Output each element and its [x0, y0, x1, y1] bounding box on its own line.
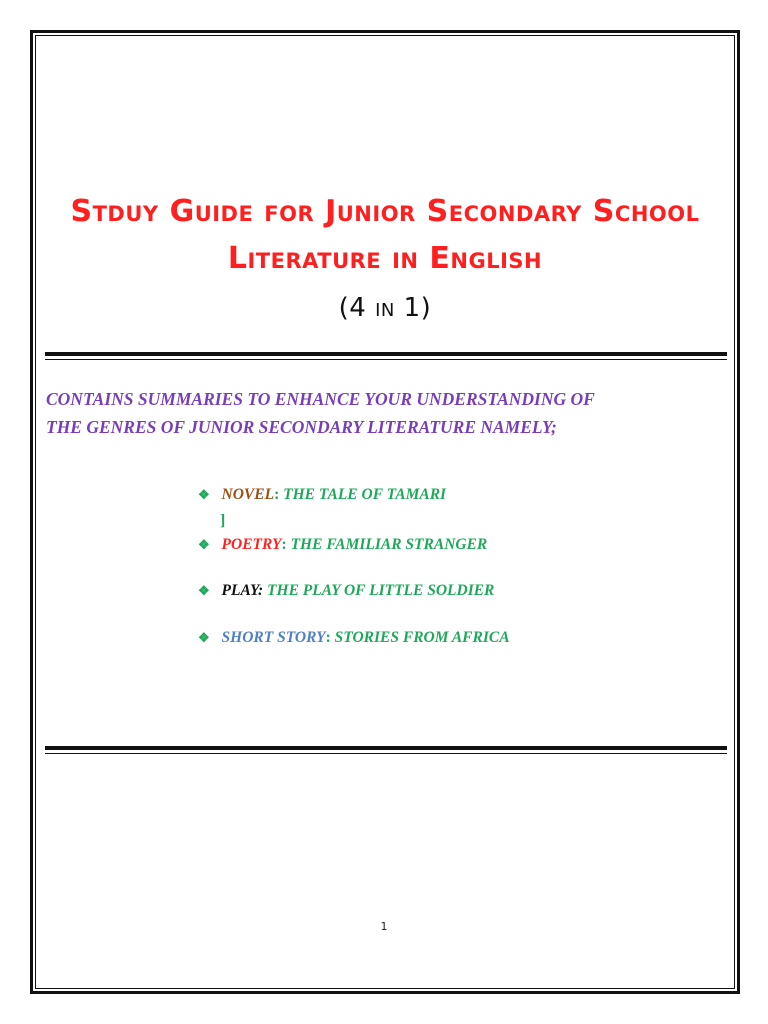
title-line-3: (4 in 1): [338, 293, 432, 323]
page-border-inner: [35, 35, 735, 989]
bottom-divider: [45, 746, 727, 754]
intro-line-1: CONTAINS SUMMARIES TO ENHANCE YOUR UNDERSTANDING OF: [46, 389, 595, 409]
intro-line-2: THE GENRES OF JUNIOR SECONDARY LITERATURE NAMELY;: [46, 417, 557, 437]
diamond-bullet-icon: ❖: [198, 537, 210, 552]
document-title: [40, 188, 730, 334]
genre-separator: :: [325, 629, 331, 646]
list-item-play: [198, 582, 494, 600]
top-divider: [45, 352, 727, 360]
genre-label: SHORT STORY: [221, 629, 326, 646]
genre-separator: :: [281, 536, 287, 553]
genre-separator: :: [274, 486, 280, 503]
diamond-bullet-icon: ❖: [198, 487, 210, 502]
genre-work: THE PLAY OF LITTLE SOLDIER: [267, 582, 495, 599]
list-item-short-story: [198, 629, 510, 647]
genre-work: STORIES FROM AFRICA: [334, 629, 510, 646]
genre-work: THE FAMILIAR STRANGER: [290, 536, 488, 553]
genre-label: POETRY: [221, 536, 282, 553]
intro-text: [46, 385, 736, 441]
genre-work: THE TALE OF TAMARI: [283, 486, 447, 503]
list-item-novel: [198, 486, 446, 504]
diamond-bullet-icon: ❖: [198, 630, 210, 645]
genre-label: NOVEL: [221, 486, 275, 503]
genre-label: PLAY:: [221, 582, 264, 599]
page-number: 1: [380, 920, 388, 933]
title-line-1: Stduy Guide for Junior Secondary School: [70, 194, 700, 229]
stray-bracket: ]: [220, 512, 226, 529]
title-line-2: Literature in English: [227, 241, 543, 276]
list-item-poetry: [198, 536, 487, 554]
diamond-bullet-icon: ❖: [198, 583, 210, 598]
